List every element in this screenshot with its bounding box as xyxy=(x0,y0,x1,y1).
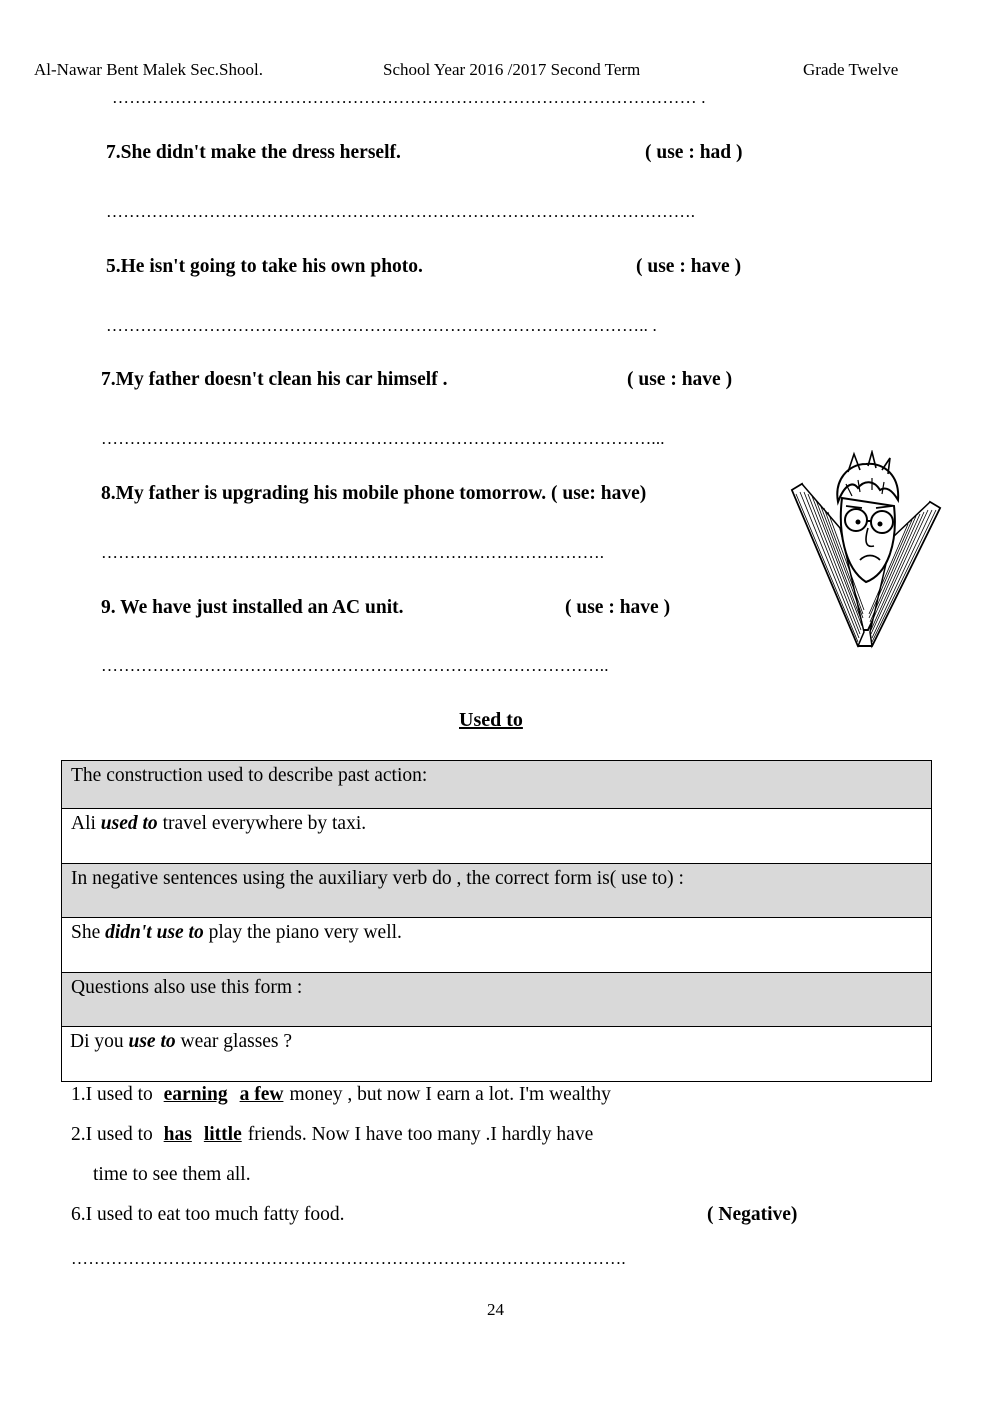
answer-line: ……………………………………………………………………………………... xyxy=(101,429,665,448)
exercise-sentence: 7.My father doesn't clean his car himself . xyxy=(101,369,448,390)
underlined-word: earning xyxy=(163,1084,228,1105)
answer-line: …………………………………………………………………………………………. xyxy=(106,202,696,221)
exercise-hint: ( use : have ) xyxy=(627,369,733,390)
grade: Grade Twelve xyxy=(803,60,899,79)
example-text xyxy=(62,918,932,973)
section-title: Used to xyxy=(459,709,523,731)
exercise-sentence: 5.He isn't going to take his own photo. xyxy=(106,256,423,277)
page-number: 24 xyxy=(487,1300,504,1319)
example-post: play the piano very well. xyxy=(203,922,402,943)
transform-sentence: 6.I used to eat too much fatty food. xyxy=(71,1204,345,1225)
mistake-sentence xyxy=(71,1084,611,1106)
exercise-sentence: 9. We have just installed an AC unit. xyxy=(101,597,404,618)
rule-row xyxy=(62,761,932,809)
exercise-sentence: 8.My father is upgrading his mobile phone tomorrow. ( use: have) xyxy=(101,483,647,504)
example-row xyxy=(62,918,932,973)
rule-row xyxy=(62,864,932,918)
mistake-sentence xyxy=(71,1124,593,1146)
sentence-end: money , but now I earn a lot. I'm wealthy xyxy=(289,1084,611,1105)
exercise-hint: ( use : had ) xyxy=(645,142,743,163)
example-emphasis: use to xyxy=(128,1031,176,1052)
underlined-word: a few xyxy=(239,1084,284,1105)
sentence-end: friends. Now I have too many .I hardly have xyxy=(247,1124,594,1145)
rule-text: In negative sentences using the auxiliary verb do , the correct form is( use to) : xyxy=(62,864,932,918)
answer-line: ……………………………………………………………………………………. xyxy=(71,1249,626,1268)
answer-line: ………………………………………………………………………………………… . xyxy=(112,88,706,107)
example-post: wear glasses ? xyxy=(175,1031,293,1052)
used-to-rules-table xyxy=(61,760,932,1082)
exercise-sentence: 7.She didn't make the dress herself. xyxy=(106,142,401,163)
rule-text: The construction used to describe past action: xyxy=(62,761,932,809)
exercise-hint: ( use : have ) xyxy=(565,597,671,618)
example-row xyxy=(62,1027,932,1082)
underlined-word: little xyxy=(203,1124,242,1145)
answer-line: ……………………………………………………………………………. xyxy=(101,543,605,562)
example-pre: Ali xyxy=(71,813,101,834)
school-name: Al-Nawar Bent Malek Sec.Shool. xyxy=(34,60,263,79)
example-emphasis: used to xyxy=(100,813,158,834)
example-pre: Di you xyxy=(70,1031,129,1052)
example-emphasis: didn't use to xyxy=(105,922,204,943)
school-year: School Year 2016 /2017 Second Term xyxy=(383,60,641,79)
answer-line: ………………………………………………………………………………….. . xyxy=(106,316,657,335)
underlined-word: has xyxy=(163,1124,192,1145)
example-pre: She xyxy=(71,922,106,943)
cartoon-person-in-book-icon xyxy=(788,450,948,655)
example-text xyxy=(62,809,932,864)
rule-row xyxy=(62,973,932,1027)
sentence-continuation: time to see them all. xyxy=(93,1164,251,1185)
example-post: travel everywhere by taxi. xyxy=(157,813,367,834)
sentence-start: 2.I used to xyxy=(71,1124,153,1145)
exercise-hint: ( use : have ) xyxy=(636,256,742,277)
rule-text: Questions also use this form : xyxy=(62,973,932,1027)
answer-line: …………………………………………………………………………….. xyxy=(101,656,609,675)
transform-hint: ( Negative) xyxy=(707,1204,798,1225)
example-row xyxy=(62,809,932,864)
example-text xyxy=(62,1027,932,1082)
sentence-start: 1.I used to xyxy=(71,1084,153,1105)
